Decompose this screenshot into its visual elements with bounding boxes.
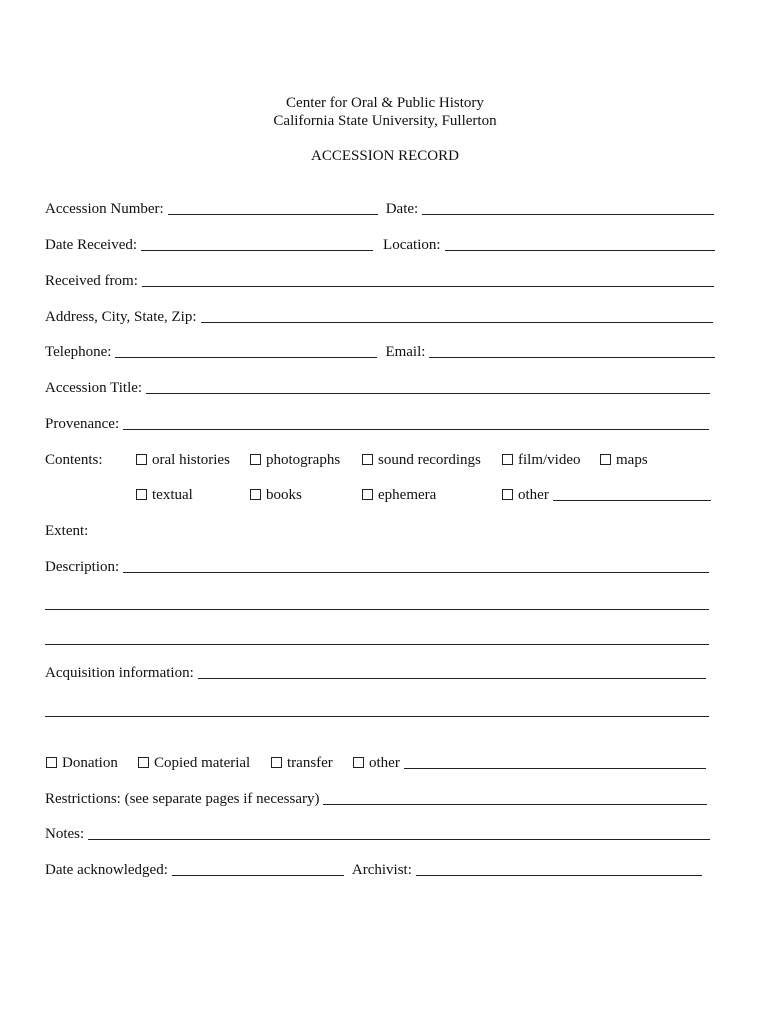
- option-label: Copied material: [154, 755, 251, 771]
- option-label: books: [266, 487, 302, 503]
- email-label: Email:: [385, 344, 426, 360]
- address-label: Address, City, State, Zip:: [45, 309, 197, 325]
- description-row: [45, 556, 709, 578]
- option-sound-recordings[interactable]: [362, 451, 481, 469]
- option-ephemera[interactable]: [362, 486, 436, 504]
- option-donation[interactable]: [46, 754, 118, 772]
- option-label: film/video: [518, 452, 581, 468]
- extent-row: [45, 520, 88, 542]
- acquisition-row: [45, 662, 706, 684]
- received-from-field[interactable]: [142, 286, 714, 287]
- option-oral-histories[interactable]: [136, 451, 230, 469]
- telephone-label: Telephone:: [45, 344, 112, 360]
- telephone-row: [45, 341, 715, 363]
- checkbox-icon[interactable]: [250, 454, 261, 465]
- acquisition-label: Acquisition information:: [45, 665, 194, 681]
- checkbox-icon[interactable]: [136, 454, 147, 465]
- description-line-2[interactable]: [45, 609, 709, 610]
- checkbox-icon[interactable]: [502, 489, 513, 500]
- option-film-video[interactable]: [502, 451, 581, 469]
- checkbox-icon[interactable]: [271, 757, 282, 768]
- accession-number-field[interactable]: [168, 214, 378, 215]
- provenance-field[interactable]: [123, 429, 709, 430]
- accession-title-label: Accession Title:: [45, 380, 143, 396]
- option-textual[interactable]: [136, 486, 193, 504]
- option-other-acquisition[interactable]: [353, 754, 706, 772]
- description-label: Description:: [45, 559, 120, 575]
- date-received-label: Date Received:: [45, 237, 138, 253]
- description-line-3[interactable]: [45, 644, 709, 645]
- checkbox-icon[interactable]: [46, 757, 57, 768]
- checkbox-icon[interactable]: [502, 454, 513, 465]
- location-field[interactable]: [445, 250, 715, 251]
- acquisition-line-2[interactable]: [45, 716, 709, 717]
- option-label: oral histories: [152, 452, 230, 468]
- option-label: other: [518, 487, 549, 503]
- option-label: photographs: [266, 452, 341, 468]
- restrictions-label: Restrictions: (see separate pages if necessary): [45, 791, 320, 807]
- archivist-field[interactable]: [416, 875, 702, 876]
- date-label: Date:: [385, 201, 419, 217]
- option-other-contents[interactable]: [502, 486, 711, 504]
- address-field[interactable]: [201, 322, 713, 323]
- archivist-label: Archivist:: [351, 862, 412, 878]
- date-acknowledged-row: [45, 859, 702, 881]
- option-photographs[interactable]: [250, 451, 340, 469]
- acquisition-field[interactable]: [198, 678, 706, 679]
- option-label: textual: [152, 487, 193, 503]
- provenance-row: [45, 413, 709, 435]
- accession-title-row: [45, 377, 710, 399]
- date-received-row: [45, 234, 715, 256]
- option-label: transfer: [287, 755, 333, 771]
- option-label: other: [369, 755, 400, 771]
- location-label: Location:: [383, 237, 441, 253]
- checkbox-icon[interactable]: [250, 489, 261, 500]
- notes-label: Notes:: [45, 826, 85, 842]
- contents-row: [45, 449, 103, 471]
- option-label: ephemera: [378, 487, 437, 503]
- option-label: sound recordings: [378, 452, 481, 468]
- date-received-field[interactable]: [141, 250, 373, 251]
- checkbox-icon[interactable]: [138, 757, 149, 768]
- description-field[interactable]: [123, 572, 709, 573]
- accession-number-label: Accession Number:: [45, 201, 164, 217]
- telephone-field[interactable]: [115, 357, 377, 358]
- contents-label: Contents:: [45, 452, 103, 468]
- provenance-label: Provenance:: [45, 416, 120, 432]
- notes-row: [45, 823, 710, 845]
- option-transfer[interactable]: [271, 754, 333, 772]
- option-books[interactable]: [250, 486, 302, 504]
- option-label: maps: [616, 452, 648, 468]
- form-title: ACCESSION RECORD: [311, 148, 459, 164]
- date-field[interactable]: [422, 214, 714, 215]
- received-from-row: [45, 270, 714, 292]
- notes-field[interactable]: [88, 839, 710, 840]
- org-name-line1: Center for Oral & Public History: [286, 95, 484, 111]
- option-maps[interactable]: [600, 451, 648, 469]
- checkbox-icon[interactable]: [136, 489, 147, 500]
- checkbox-icon[interactable]: [362, 454, 373, 465]
- org-name-line2: California State University, Fullerton: [273, 113, 497, 129]
- date-acknowledged-field[interactable]: [172, 875, 344, 876]
- restrictions-row: [45, 788, 707, 810]
- checkbox-icon[interactable]: [600, 454, 611, 465]
- accession-title-field[interactable]: [146, 393, 710, 394]
- checkbox-icon[interactable]: [362, 489, 373, 500]
- other-contents-field[interactable]: [553, 500, 711, 501]
- other-acquisition-field[interactable]: [404, 768, 706, 769]
- option-label: Donation: [62, 755, 118, 771]
- received-from-label: Received from:: [45, 273, 138, 289]
- address-row: [45, 306, 713, 328]
- email-field[interactable]: [429, 357, 715, 358]
- extent-label: Extent:: [45, 523, 89, 539]
- checkbox-icon[interactable]: [353, 757, 364, 768]
- accession-number-row: [45, 198, 714, 220]
- restrictions-field[interactable]: [323, 804, 707, 805]
- date-acknowledged-label: Date acknowledged:: [45, 862, 168, 878]
- option-copied-material[interactable]: [138, 754, 250, 772]
